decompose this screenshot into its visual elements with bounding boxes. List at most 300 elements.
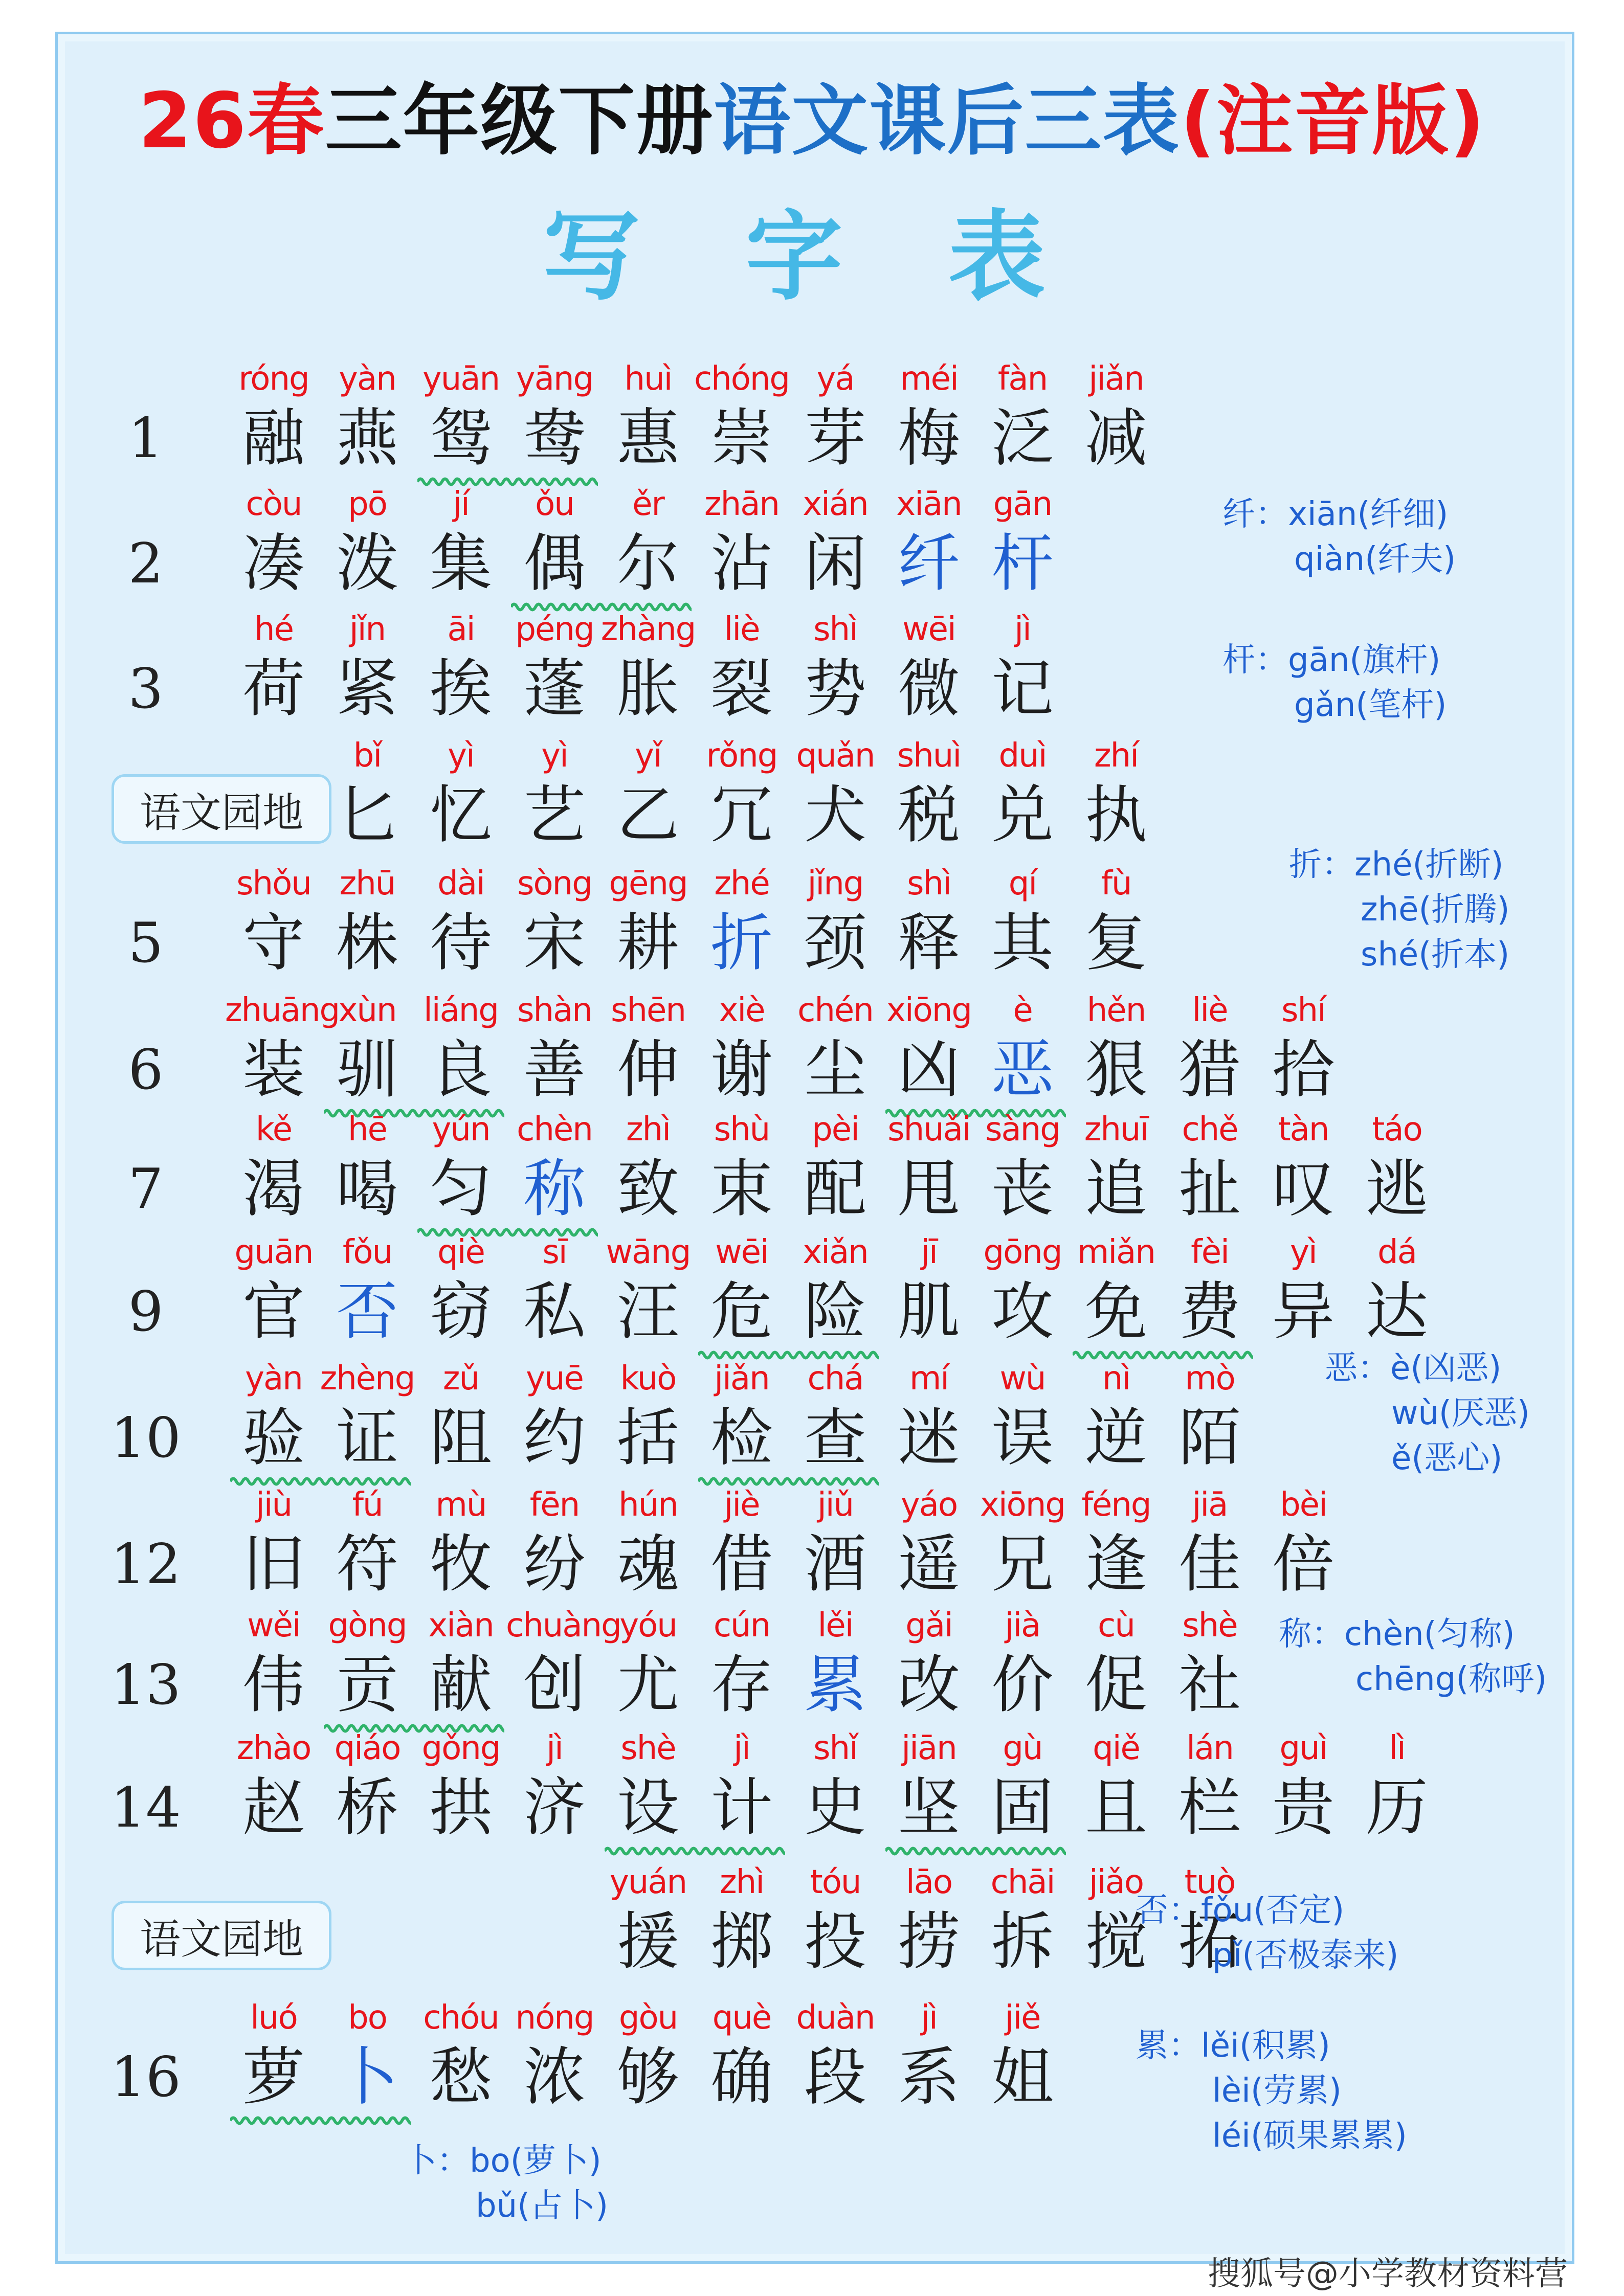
character: 误: [991, 1402, 1054, 1474]
character-cell: [225, 1994, 322, 2113]
character: 肌: [898, 1275, 960, 1348]
character-cell: [974, 1602, 1071, 1721]
pinyin: liáng: [424, 992, 498, 1029]
character: 崇: [710, 402, 773, 475]
pinyin: kuò: [620, 1360, 676, 1398]
character-cell: [1161, 1725, 1258, 1843]
lesson-number: 16: [110, 2045, 181, 2109]
word-underline: [230, 2115, 411, 2126]
character: 确: [710, 2041, 773, 2113]
character-cell: [599, 1106, 697, 1225]
pinyin: jiǎn: [714, 1360, 769, 1398]
pinyin: liè: [724, 611, 760, 648]
pinyin: yì: [541, 737, 568, 775]
character-cell: [412, 1481, 509, 1600]
pinyin: pō: [348, 485, 387, 523]
pinyin: shè: [1182, 1607, 1237, 1645]
character-cell: [880, 355, 977, 474]
character-cell: [506, 1725, 603, 1843]
character-cell: [1161, 1602, 1258, 1721]
character: 改: [898, 1649, 960, 1721]
section-title: 写 字 表: [543, 199, 1081, 313]
lesson-number: 12: [110, 1533, 181, 1596]
polyphone-reading: [1325, 1345, 1501, 1392]
pinyin: qiáo: [334, 1729, 401, 1767]
character: 萝: [242, 2041, 305, 2113]
character-cell: [599, 1859, 697, 1977]
reading-text: zhé(折断): [1354, 846, 1504, 884]
character: 燕: [336, 402, 398, 475]
pinyin: pèi: [812, 1111, 859, 1149]
character: 验: [242, 1402, 305, 1474]
pinyin: sàng: [985, 1111, 1060, 1149]
character: 社: [1178, 1649, 1241, 1721]
pinyin: táo: [1372, 1111, 1422, 1149]
character: 喝: [336, 1153, 398, 1225]
character-cell: [880, 1994, 977, 2113]
character: 税: [898, 779, 960, 851]
pinyin: yuān: [422, 360, 500, 398]
pinyin: duàn: [796, 1999, 875, 2037]
pinyin: jí: [453, 485, 469, 523]
character: 其: [991, 907, 1054, 979]
character: 泛: [991, 402, 1054, 475]
character: 创: [523, 1649, 586, 1721]
character-cell: [319, 606, 416, 725]
pinyin: zhèng: [320, 1360, 415, 1398]
character-cell: [412, 1229, 509, 1347]
title-grade: 三年级下册: [325, 77, 714, 166]
character: 冗: [710, 779, 773, 851]
character: 史: [804, 1771, 866, 1844]
pinyin: xiōng: [980, 1486, 1065, 1524]
character-cell: [693, 1229, 790, 1347]
character: 设: [617, 1771, 679, 1844]
pinyin: shuǎi: [887, 1111, 970, 1149]
character-cell: [319, 1481, 416, 1600]
character-cell: [693, 355, 790, 474]
pinyin: nóng: [515, 1999, 594, 2037]
pinyin: fēn: [529, 1486, 580, 1524]
character: 且: [1085, 1771, 1147, 1844]
pinyin: jià: [1005, 1607, 1040, 1645]
character-cell: [599, 987, 697, 1106]
character-cell: [599, 1481, 697, 1600]
character-cell: [225, 1602, 322, 1721]
character-cell: [1067, 1481, 1165, 1600]
character-cell: [880, 1859, 977, 1977]
pinyin: gān: [993, 485, 1052, 523]
character-cell: [974, 1355, 1071, 1474]
character: 匕: [336, 779, 398, 851]
character: 融: [242, 402, 305, 475]
pinyin: shēn: [611, 992, 685, 1029]
character: 贡: [336, 1649, 398, 1721]
pinyin: fù: [1101, 865, 1131, 903]
character-cell: [787, 1602, 884, 1721]
reading-text: chèn(匀称): [1344, 1615, 1515, 1653]
character-cell: [1067, 355, 1165, 474]
pinyin: chě: [1182, 1111, 1238, 1149]
character: 括: [617, 1402, 679, 1474]
character: 荷: [242, 652, 305, 725]
pinyin: jì: [921, 1999, 937, 2037]
lesson-number: 6: [128, 1038, 164, 1102]
reading-text: chēng(称呼): [1355, 1660, 1547, 1698]
pinyin: kě: [255, 1111, 292, 1149]
pinyin: jiě: [1005, 1999, 1040, 2037]
character: 挨: [430, 652, 492, 725]
character-cell: [319, 1229, 416, 1347]
character: 异: [1272, 1275, 1334, 1348]
lesson-number: 9: [128, 1280, 164, 1344]
pinyin: tóu: [810, 1863, 861, 1901]
character-cell: [225, 987, 340, 1106]
character: 艺: [523, 779, 586, 851]
pinyin: jì: [1014, 611, 1031, 648]
character-cell: [1067, 987, 1165, 1106]
pinyin: gòu: [618, 1999, 678, 2037]
pinyin: mí: [909, 1360, 949, 1398]
character: 尘: [804, 1033, 866, 1106]
character-cell: [787, 606, 884, 725]
character-cell: [1255, 1725, 1352, 1843]
character: 援: [617, 1905, 679, 1978]
character-cell: [506, 606, 603, 725]
pinyin: yóu: [619, 1607, 677, 1645]
character-cell: [1255, 1481, 1352, 1600]
character: 倍: [1272, 1528, 1334, 1601]
character-cell: [412, 860, 509, 979]
polyphone-label: 累：: [1136, 2027, 1201, 2065]
polyphone-character: 折: [710, 907, 773, 979]
character: 兄: [991, 1528, 1054, 1601]
character-cell: [787, 481, 884, 599]
reading-text: qiàn(纤夫): [1294, 541, 1456, 578]
character-cell: [599, 1725, 697, 1843]
character: 旧: [242, 1528, 305, 1601]
pinyin: zhì: [626, 1111, 670, 1149]
pinyin: jiǎo: [1089, 1863, 1143, 1901]
character: 系: [898, 2041, 960, 2113]
character: 逢: [1085, 1528, 1147, 1601]
character: 姐: [991, 2041, 1054, 2113]
pinyin: shè: [620, 1729, 676, 1767]
title-term: 26春: [138, 77, 325, 166]
character: 投: [804, 1905, 866, 1978]
character: 浓: [523, 2041, 586, 2113]
pinyin: yāng: [516, 360, 593, 398]
character-cell: [1255, 1106, 1352, 1225]
character: 危: [710, 1275, 773, 1348]
character: 官: [242, 1275, 305, 1348]
pinyin: què: [712, 1999, 771, 2037]
pinyin: gòng: [328, 1607, 407, 1645]
character-cell: [974, 1725, 1071, 1843]
character-cell: [880, 732, 977, 851]
character: 陌: [1178, 1402, 1241, 1474]
reading-text: gǎn(笔杆): [1294, 686, 1447, 724]
character: 佳: [1178, 1528, 1241, 1601]
character-cell: [412, 987, 509, 1106]
character-cell: [412, 1602, 509, 1721]
polyphone-reading: [1212, 1932, 1398, 1979]
pinyin: xián: [803, 485, 868, 523]
pinyin: péng: [515, 611, 594, 648]
pinyin: dài: [437, 865, 484, 903]
pinyin: tuò: [1184, 1863, 1235, 1901]
character-cell: [506, 1106, 603, 1225]
character: 乙: [617, 779, 679, 851]
polyphone-label: 折：: [1289, 846, 1354, 884]
character: 贵: [1272, 1771, 1334, 1844]
character: 牧: [430, 1528, 492, 1601]
lesson-number: 7: [128, 1157, 164, 1221]
pinyin: gēng: [609, 865, 687, 903]
character: 险: [804, 1275, 866, 1348]
polyphone-reading: [1361, 931, 1509, 978]
character: 费: [1178, 1275, 1241, 1348]
pinyin: bèi: [1280, 1486, 1327, 1524]
pinyin: mù: [435, 1486, 486, 1524]
character-cell: [319, 860, 416, 979]
character-cell: [787, 355, 884, 474]
pinyin: hé: [254, 611, 293, 648]
pinyin: róng: [238, 360, 309, 398]
lesson-number: 10: [110, 1406, 181, 1470]
character: 谢: [710, 1033, 773, 1106]
polyphone-reading: [1212, 2067, 1342, 2114]
reading-text: xiān(纤细): [1288, 496, 1449, 533]
character-cell: [974, 732, 1071, 851]
character: 泼: [336, 527, 398, 600]
polyphone-reading: [1391, 1435, 1502, 1482]
pinyin: chóng: [694, 360, 790, 398]
pinyin: huì: [624, 360, 672, 398]
polyphone-character: 称: [523, 1153, 586, 1225]
character: 驯: [336, 1033, 398, 1106]
character: 追: [1085, 1153, 1147, 1225]
pinyin: xiōng: [886, 992, 971, 1029]
character-cell: [880, 1725, 977, 1843]
character: 束: [710, 1153, 773, 1225]
character: 尤: [617, 1649, 679, 1721]
character-cell: [974, 355, 1071, 474]
polyphone-character: 累: [804, 1649, 866, 1721]
character-cell: [599, 1355, 697, 1474]
character-cell: [787, 1859, 884, 1977]
pinyin: fú: [352, 1486, 383, 1524]
character-cell: [974, 1106, 1071, 1225]
watermark: 搜狐号@小学教材资料营: [1208, 2255, 1568, 2293]
polyphone-label: 恶：: [1325, 1349, 1390, 1387]
character-cell: [506, 1355, 603, 1474]
character-cell: [599, 860, 697, 979]
character-cell: [599, 606, 697, 725]
pinyin: xùn: [338, 992, 396, 1029]
pinyin: è: [1013, 992, 1032, 1029]
character-cell: [693, 1602, 790, 1721]
pinyin: yuán: [609, 1863, 687, 1901]
character-cell: [693, 606, 790, 725]
character-cell: [693, 1106, 790, 1225]
pinyin: zhuāng: [225, 992, 340, 1029]
character-cell: [225, 355, 322, 474]
character: 赵: [242, 1771, 305, 1844]
pinyin: zhào: [236, 1729, 311, 1767]
pinyin: hěn: [1086, 992, 1146, 1029]
character: 攻: [991, 1275, 1054, 1348]
character-cell: [319, 1725, 416, 1843]
character-cell: [693, 481, 790, 599]
character: 段: [804, 2041, 866, 2113]
pinyin: shì: [813, 611, 857, 648]
pinyin: tàn: [1278, 1111, 1329, 1149]
character-cell: [880, 1106, 977, 1225]
pinyin: yá: [816, 360, 854, 398]
character-cell: [412, 355, 509, 474]
character-cell: [787, 860, 884, 979]
character: 坚: [898, 1771, 960, 1844]
pinyin: bo: [348, 1999, 387, 2037]
pinyin: jiā: [1192, 1486, 1228, 1524]
character: 良: [430, 1033, 492, 1106]
character: 窃: [430, 1275, 492, 1348]
character-cell: [319, 1355, 416, 1474]
character-cell: [1161, 1229, 1258, 1347]
character-cell: [1067, 1106, 1165, 1225]
character: 沾: [710, 527, 773, 600]
pinyin: shí: [1281, 992, 1325, 1029]
pinyin: qiè: [437, 1233, 484, 1271]
character: 忆: [430, 779, 492, 851]
character: 掷: [710, 1905, 773, 1978]
character: 价: [991, 1649, 1054, 1721]
polyphone-reading: [1279, 1611, 1515, 1658]
pinyin: yì: [1290, 1233, 1317, 1271]
character-cell: [599, 1994, 697, 2113]
pinyin: lěi: [817, 1607, 853, 1645]
reading-text: ě(恶心): [1391, 1439, 1503, 1477]
character-cell: [319, 355, 416, 474]
word-underline: [885, 1845, 1066, 1857]
character-cell: [412, 1106, 509, 1225]
pinyin: wēi: [902, 611, 955, 648]
polyphone-reading: [1222, 637, 1440, 684]
character-cell: [880, 1602, 977, 1721]
character-cell: [506, 1229, 603, 1347]
character-cell: [880, 1481, 977, 1600]
character-cell: [787, 1355, 884, 1474]
character-cell: [880, 987, 977, 1106]
pinyin: chuàng: [506, 1607, 621, 1645]
pinyin: chèn: [517, 1111, 592, 1149]
character: 株: [336, 907, 398, 979]
character: 胀: [617, 652, 679, 725]
character-cell: [599, 481, 697, 599]
reading-text: gān(旗杆): [1288, 641, 1441, 679]
pinyin: féng: [1081, 1486, 1151, 1524]
character: 蓬: [523, 652, 586, 725]
character-cell: [506, 355, 603, 474]
character: 济: [523, 1771, 586, 1844]
section-badge: 语文园地: [112, 774, 331, 844]
character-cell: [693, 860, 790, 979]
pinyin: luó: [250, 1999, 297, 2037]
character-cell: [974, 1229, 1071, 1347]
pinyin: āi: [447, 611, 475, 648]
polyphone-reading: [476, 2182, 608, 2230]
character: 犬: [804, 779, 866, 851]
pinyin: miǎn: [1077, 1233, 1155, 1271]
character: 鸯: [523, 402, 586, 475]
pinyin: jì: [733, 1729, 750, 1767]
character-cell: [506, 1994, 603, 2113]
character-cell: [412, 481, 509, 599]
character: 固: [991, 1771, 1054, 1844]
section-badge: 语文园地: [112, 1901, 331, 1970]
polyphone-character: 纤: [898, 527, 960, 600]
character: 促: [1085, 1649, 1147, 1721]
polyphone-character: 否: [336, 1275, 398, 1348]
pinyin: lán: [1186, 1729, 1233, 1767]
pinyin: quǎn: [796, 737, 875, 775]
character-cell: [506, 860, 603, 979]
character-cell: [693, 1481, 790, 1600]
lesson-number: 3: [128, 657, 164, 721]
character-cell: [693, 1725, 790, 1843]
character: 甩: [898, 1153, 960, 1225]
lesson-number: 1: [128, 407, 164, 470]
pinyin: guān: [234, 1233, 313, 1271]
character: 凑: [242, 527, 305, 600]
character: 猎: [1178, 1033, 1241, 1106]
pinyin: zhān: [704, 485, 779, 523]
reading-text: wù(厌恶): [1391, 1394, 1530, 1432]
polyphone-label: 纤：: [1222, 496, 1288, 533]
character-cell: [319, 732, 416, 851]
character: 历: [1366, 1771, 1428, 1844]
character-cell: [225, 1106, 322, 1225]
character-cell: [880, 860, 977, 979]
character: 桥: [336, 1771, 398, 1844]
word-underline: [605, 1845, 785, 1857]
character-cell: [599, 732, 697, 851]
pinyin: jiè: [724, 1486, 760, 1524]
pinyin: liè: [1192, 992, 1228, 1029]
character-cell: [412, 606, 509, 725]
pinyin: zhí: [1094, 737, 1138, 775]
character-cell: [225, 1229, 322, 1347]
pinyin: sòng: [517, 865, 592, 903]
character-cell: [974, 1859, 1071, 1977]
character: 约: [523, 1402, 586, 1474]
character-cell: [225, 1725, 322, 1843]
character-cell: [1161, 987, 1258, 1106]
character: 装: [242, 1033, 305, 1106]
character-cell: [880, 606, 977, 725]
pinyin: fèi: [1191, 1233, 1229, 1271]
pinyin: qiě: [1093, 1729, 1140, 1767]
character: 善: [523, 1033, 586, 1106]
character-cell: [693, 987, 790, 1106]
character: 丧: [991, 1153, 1054, 1225]
pinyin: wěi: [247, 1607, 300, 1645]
character-cell: [225, 1355, 322, 1474]
pinyin: chāi: [990, 1863, 1055, 1901]
character: 符: [336, 1528, 398, 1601]
character: 闲: [804, 527, 866, 600]
